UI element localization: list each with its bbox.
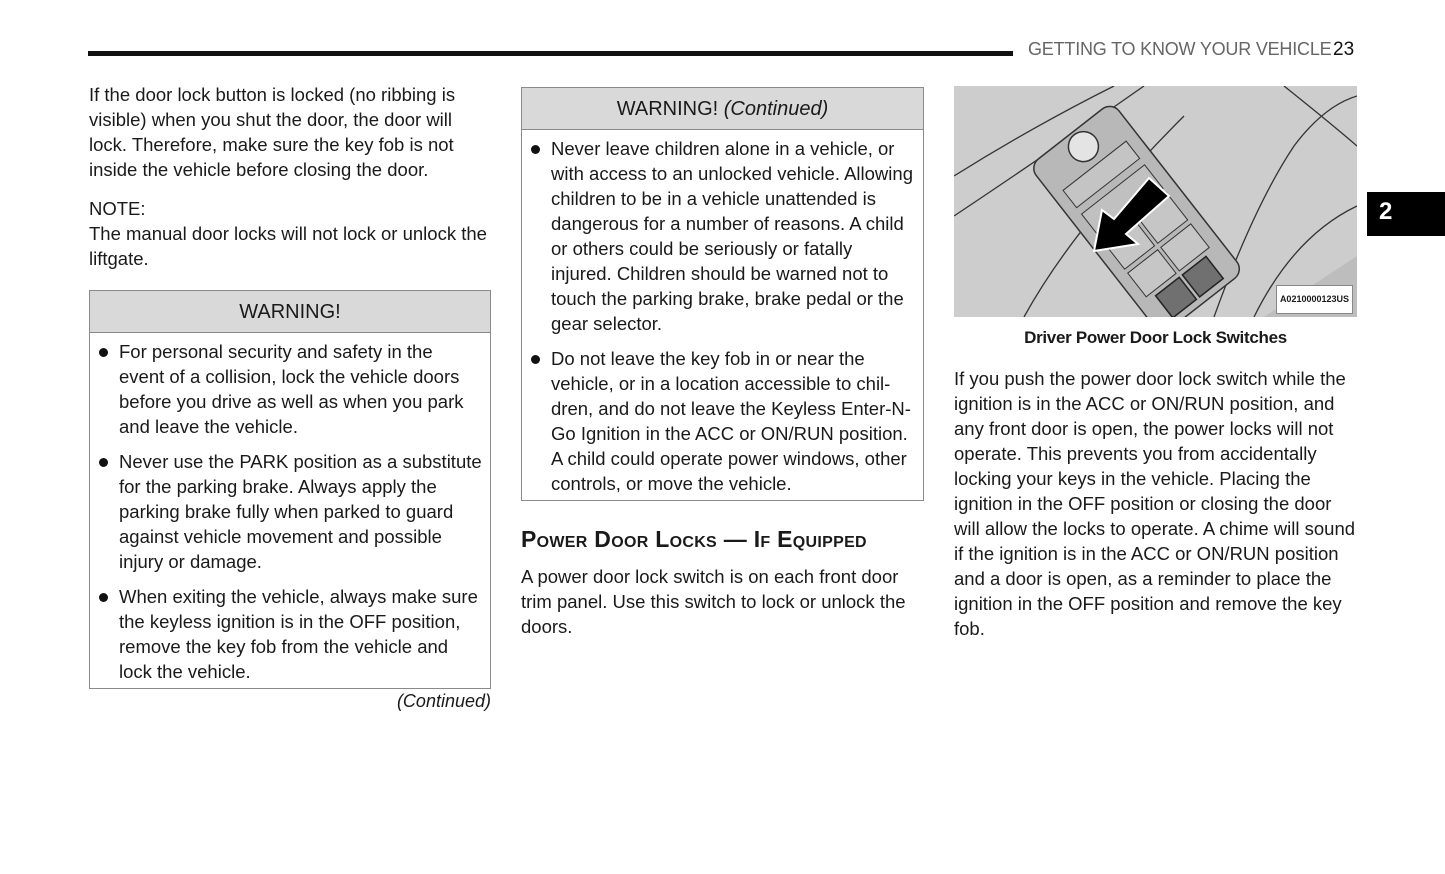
- column-2: [521, 87, 924, 639]
- warning-item: Never leave children alone in a vehicle, or with access to an unlocked vehicle. Allowing children to be in a vehicle unattended is dangerous for a number of reasons. A child or others could be seriously or fatally injured. Children should be warned not to touch the parking brake, brake pedal or the gear selector.: [530, 136, 915, 336]
- warning-box: [89, 290, 491, 689]
- warning-list: [90, 333, 490, 688]
- header-rule: [88, 51, 1013, 56]
- bullet-icon: [99, 458, 108, 467]
- warning-item: When exiting the vehicle, always make sure the keyless ignition is in the OFF position, remove the key fob from the vehicle and lock the vehicle.: [98, 584, 482, 684]
- bullet-icon: [531, 355, 540, 364]
- figure-caption: Driver Power Door Lock Switches: [1024, 328, 1287, 347]
- section-heading: Power Door Locks — If Equipped: [521, 526, 867, 552]
- note-text: The manual door locks will not lock or unlock the liftgate.: [89, 223, 487, 269]
- chapter-tab[interactable]: [1367, 192, 1445, 236]
- figure-id: A0210000123US: [1276, 285, 1353, 314]
- column-1: [89, 82, 491, 714]
- chapter-tab-label: 2: [1379, 198, 1393, 225]
- bullet-icon: [99, 348, 108, 357]
- intro-paragraph: If the door lock button is locked (no ribbing is visible) when you shut the door, the door will lock. Therefore, make sure the key fob is not inside the vehicle before closing the door.: [89, 84, 456, 180]
- bullet-icon: [99, 593, 108, 602]
- page-number: 23: [1333, 39, 1355, 60]
- warning-title-suffix: (Continued): [723, 98, 829, 120]
- bullet-icon: [531, 145, 540, 154]
- body-paragraph: If you push the power door lock switch while the ignition is in the ACC or ON/RUN position, and any front door is open, the power locks will not operate. This prevents you from accidentally locking your keys in the vehicle. Placing the ignition in the OFF position or closing the door will allow the locks to operate. A chime will sound if the ignition is in the ACC or ON/RUN position and a door is open, as a reminder to place the ignition in the OFF position and remove the key fob.: [954, 368, 1356, 639]
- warning-item: Do not leave the key fob in or near the vehicle, or in a location accessible to children, and do not leave the Keyless Enter-N-Go Ignition in the ACC or ON/RUN position. A child could operate power windows, other controls, or move the vehicle.: [530, 346, 915, 496]
- note-label: NOTE:: [89, 198, 146, 219]
- warning-title: WARNING! (Continued): [522, 88, 923, 130]
- warning-title: WARNING!: [90, 291, 490, 333]
- column-3: [954, 86, 1357, 641]
- warning-list: [522, 130, 923, 500]
- warning-item: For personal security and safety in the event of a collision, lock the vehicle doors before you drive as well as when you park and leave the vehicle.: [98, 339, 482, 439]
- section-paragraph: A power door lock switch is on each front door trim panel. Use this switch to lock or unlock the doors.: [521, 566, 906, 637]
- door-lock-switch-figure: [954, 86, 1357, 317]
- running-head: GETTING TO KNOW YOUR VEHICLE: [1028, 39, 1332, 59]
- door-panel-illustration: [954, 86, 1357, 317]
- warning-box-continued: [521, 87, 924, 501]
- warning-item: Never use the PARK position as a substitute for the parking brake. Always apply the parking brake fully when parked to guard against vehicle movement and possible injury or damage.: [98, 449, 482, 574]
- continued-label: (Continued): [396, 691, 491, 711]
